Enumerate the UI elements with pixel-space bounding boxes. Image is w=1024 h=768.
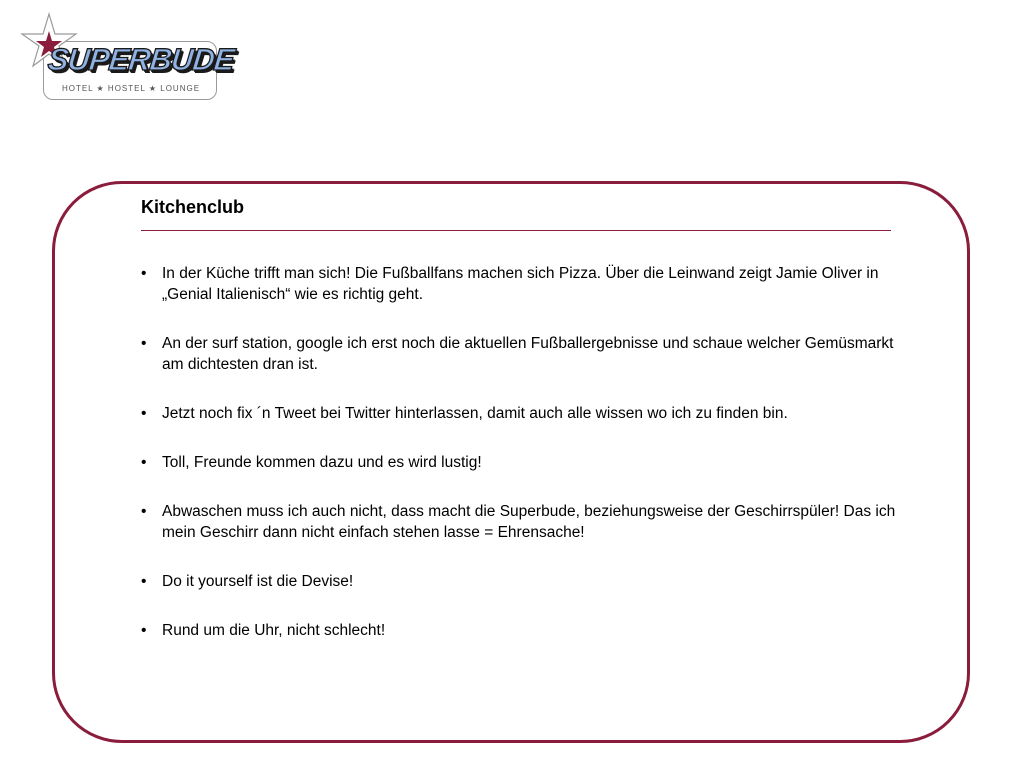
bullet-marker: • (141, 454, 147, 471)
superbude-logo (14, 12, 236, 104)
list-item (141, 452, 901, 473)
list-item-text: An der surf station, google ich erst noch die aktuellen Fußballergebnisse und schaue welcher Gemüsmarkt am dichtesten dran ist. (162, 335, 894, 373)
logo-tagline: HOTEL ★ HOSTEL ★ LOUNGE (61, 84, 201, 93)
title-divider (141, 230, 891, 231)
list-item-text: Rund um die Uhr, nicht schlecht! (162, 622, 386, 639)
logo-wordmark: SUPERBUDE (46, 42, 236, 77)
list-item-text: Jetzt noch fix ´n Tweet bei Twitter hinterlassen, damit auch alle wissen wo ich zu finden bin. (162, 405, 788, 422)
bullet-marker: • (141, 503, 147, 520)
list-item (141, 333, 901, 375)
list-item (141, 620, 901, 641)
list-item-text: Do it yourself ist die Devise! (162, 573, 354, 590)
bullet-list (141, 263, 901, 641)
list-item-text: Toll, Freunde kommen dazu und es wird lustig! (162, 454, 482, 471)
bullet-marker: • (141, 335, 147, 352)
slide-title: Kitchenclub (141, 197, 245, 217)
list-item-text: In der Küche trifft man sich! Die Fußballfans machen sich Pizza. Über die Leinwand zeigt Jamie Oliver in „Genial Italienisch“ wie es richtig geht. (162, 265, 879, 303)
list-item (141, 263, 901, 305)
list-item (141, 501, 901, 543)
list-item (141, 403, 901, 424)
list-item (141, 571, 901, 592)
bullet-marker: • (141, 573, 147, 590)
bullet-marker: • (141, 265, 147, 282)
bullet-marker: • (141, 622, 147, 639)
list-item-text: Abwaschen muss ich auch nicht, dass macht die Superbude, beziehungsweise der Geschirrspüler! Das ich mein Geschirr dann nicht einfach stehen lasse = Ehrensache! (162, 503, 896, 541)
bullet-marker: • (141, 405, 147, 422)
